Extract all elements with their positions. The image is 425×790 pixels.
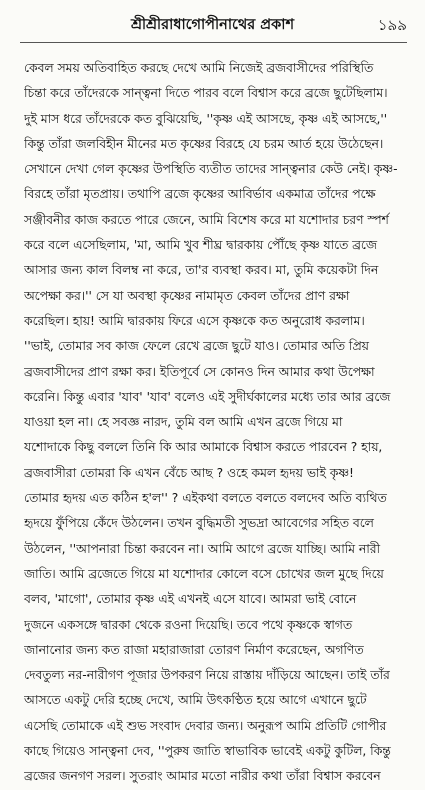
text-line: দেবতুল্য নর-নারীগণ পূজার উপকরণ নিয়ে রাস্তায় দাঁড়িয়ে আছেন। তাই তাঁর (24, 668, 390, 683)
text-line: আসার জন্য কাল বিলম্ব না করে, তা'র ব্যবস্থা করব। মা, তুমি কয়েকটা দিন (24, 263, 379, 278)
text-line: জাতি। আমি ব্রজেতে গিয়ে মা যশোদার কোলে বসে চোখের জল মুছে দিয়ে (24, 566, 384, 581)
running-header (0, 14, 425, 38)
text-line: তোমার হৃদয় এত কঠিন হ'ল'' ? এইকথা বলতে বলতে বলদেব অতি ব্যথিত (24, 491, 387, 506)
text-line: বিরহে তাঁরা মৃতপ্রায়। তথাপি ব্রজে কৃষ্ণের আবির্ভাব একমাত্র তাঁদের পক্ষে (24, 187, 376, 202)
body-text (24, 56, 407, 790)
text-line: কেবল সময় অতিবাহিত করছে দেখে আমি নিজেই ব্রজবাসীদের পরিস্থিতি (24, 61, 374, 75)
page-number: ১৯৯ (377, 16, 407, 34)
text-line: দুই মাস ধরে তাঁদেরকে কত বুঝিয়েছি, ''কৃষ্ণ এই আসছে, কৃষ্ণ এই আসছে,'' (24, 111, 388, 126)
text-line: ব্রজবাসীরা তোমরা কি এখন বেঁচে আছ ? ওহে কমল হৃদয় ভাই কৃষ্ণ! (24, 465, 354, 480)
text-line: ব্রজের জনগণ সরল। সুতরাং আমার মতো নারীর কথা তাঁরা বিশ্বাস করবেন (24, 769, 381, 784)
text-line: করে বলে এসেছিলাম, 'মা, আমি খুব শীঘ্র দ্বারকায় পৌঁছে কৃষ্ণ যাতে ব্রজে (24, 238, 377, 253)
text-line: এসেছি তোমাকে এই শুভ সংবাদ দেবার জন্য। অনুরূপ আমি প্রতিটি গোপীর (24, 718, 387, 733)
text-line: হৃদয়ে ফুঁপিয়ে কেঁদে উঠলেন। তখন বুদ্ধিমতী সুভদ্রা আবেগের সহিত বলে (24, 516, 374, 531)
text-line: কিন্তু তাঁরা জলবিহীন মীনের মত কৃষ্ণের বিরহে যে চরম আর্ত হয়ে উঠেছেন। (24, 136, 384, 151)
text-line: যশোদাকে কিছু বললে তিনি কি আর আমাকে বিশ্বাস করতে পারবেন ? হায়, (24, 440, 383, 455)
text-line: ব্রজবাসীদের প্রাণ রক্ষা কর। ইতিপূর্বে সে কোনও দিন আমার কথা উপেক্ষা (24, 364, 375, 379)
text-line: সেখানে দেখা গেল কৃষ্ণের উপস্থিতি ব্যতীত তাদের সান্ত্বনার কেউ নেই। কৃষ্ণ- (24, 162, 398, 177)
text-line: করেছিল। হায়! আমি দ্বারকায় ফিরে এসে কৃষ্ণকে কত অনুরোধ করলাম। (24, 313, 365, 328)
text-line: আসতে একটু দেরি হচ্ছে দেখে, আমি উৎকণ্ঠিত হয়ে আগে এখানে ছুটে (24, 693, 367, 708)
text-line: চিন্তা করে তাঁদেরকে সান্ত্বনা দিতে পারব বলে বিশ্বাস করে ব্রজে ছুটেছিলাম। (24, 86, 388, 101)
text-line: বলব, 'মাগো', তোমার কৃষ্ণ এই এখনই এসে যাবে। আমরা ভাই বোনে (24, 592, 357, 607)
text-line: যাওয়া হল না। হে সবজ্ঞ নারদ, তুমি বল আমি এখন ব্রজে গিয়ে মা (24, 415, 343, 430)
text-line: করেনি। কিন্তু এবার 'যাব' 'যাব' বলেও এই সুদীর্ঘকালের মধ্যে তার আর ব্রজে (24, 389, 391, 404)
text-line: ''ভাই, তোমার সব কাজ ফেলে রেখে ব্রজে ছুটে যাও। তোমার অতি প্রিয় (24, 339, 369, 354)
text-line: জানানোর জন্য কত রাজা মহারাজারা তোরণ নির্মাণ করেছেন, অগণিত (24, 642, 364, 657)
header-rule (20, 42, 407, 43)
text-line: দুজনে একসঙ্গে দ্বারকা থেকে রওনা দিয়েছি। তবে পথে কৃষ্ণকে স্বাগত (24, 617, 353, 632)
text-line: কাছে গিয়েও সান্ত্বনা দেব, ''পুরুষ জাতি স্বাভাবিক ভাবেই একটু কুটিল, কিন্তু (24, 744, 391, 759)
text-line: অপেক্ষা কর।'' সে যা অবস্থা কৃষ্ণের নামামৃত কেবল তাঁদের প্রাণ রক্ষা (24, 288, 350, 303)
chapter-title: শ্রীশ্রীরাধাগোপীনাথের প্রকাশ (130, 17, 295, 33)
text-line: সঞ্জীবনীর কাজ করতে পারে জেনে, আমি বিশেষ করে মা যশোদার চরণ স্পর্শ (24, 212, 389, 227)
text-line: উঠলেন, ''আপনারা চিন্তা করবেন না। আমি আগে ব্রজে যাচ্ছি। আমি নারী (24, 541, 381, 556)
